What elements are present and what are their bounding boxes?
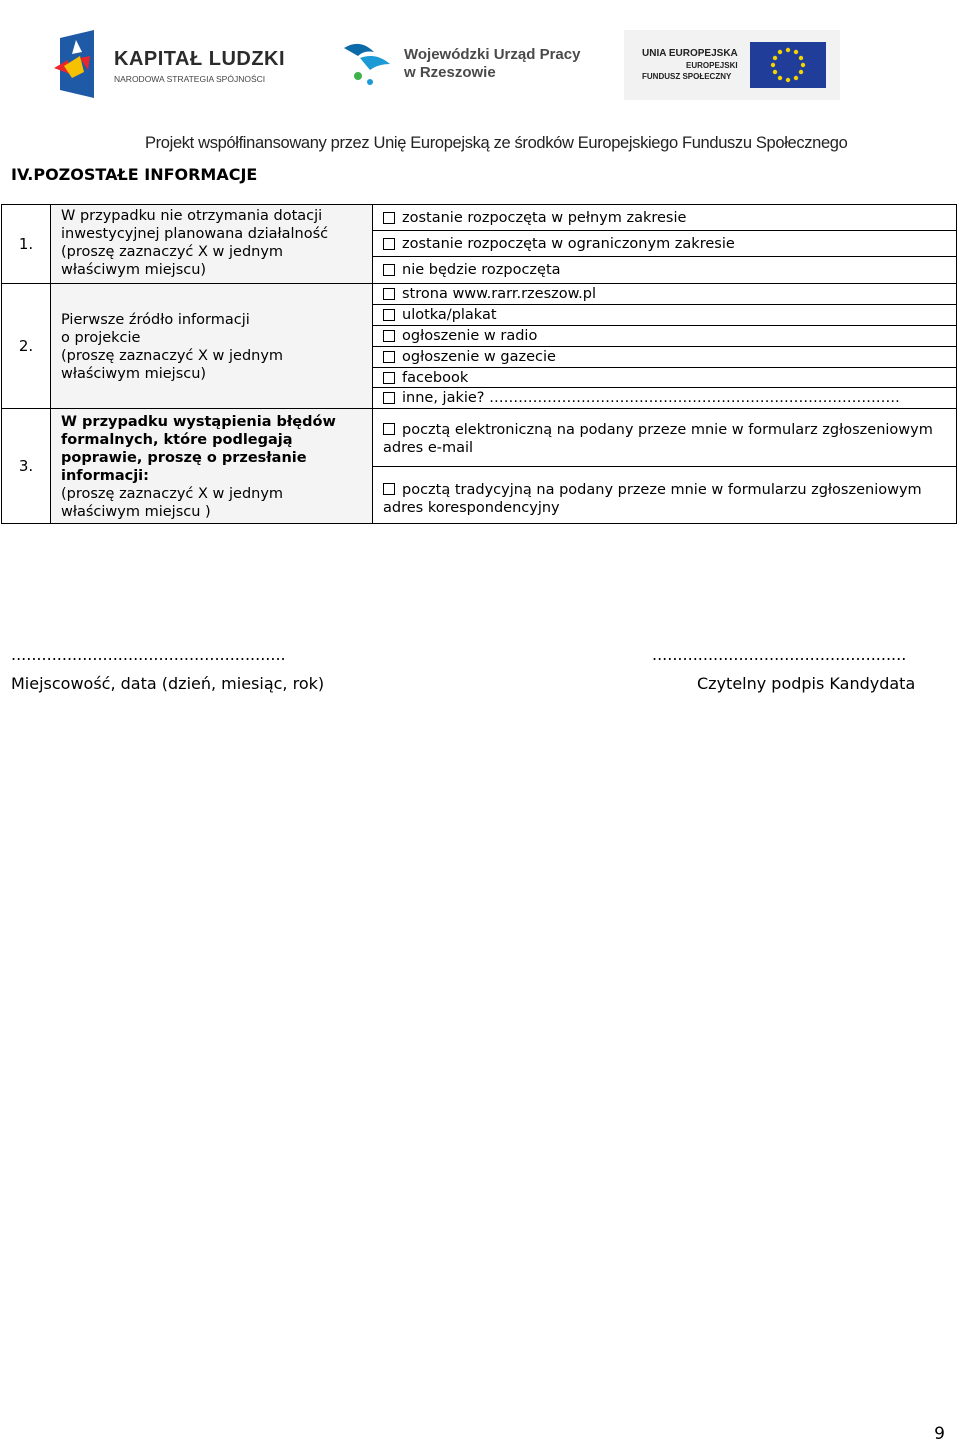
- wup-line2: w Rzeszowie: [404, 64, 496, 81]
- option-radio[interactable]: [373, 326, 956, 347]
- eu-line2: EUROPEJSKI: [686, 61, 738, 70]
- checkbox-icon[interactable]: [383, 392, 395, 404]
- option-label: zostanie rozpoczęta w pełnym zakresie: [402, 209, 687, 226]
- checkbox-icon[interactable]: [383, 330, 395, 342]
- question-line: informacji:: [61, 468, 149, 484]
- option-label: pocztą elektroniczną na podany przeze mnie w formularz zgłoszeniowym adres e-mail: [383, 422, 933, 456]
- table-row: [2, 205, 957, 284]
- question-cell: [51, 409, 373, 524]
- question-line: właściwym miejscu ): [61, 504, 211, 520]
- question-line: (proszę zaznaczyć X w jednym: [61, 348, 284, 364]
- checkbox-icon[interactable]: [383, 212, 395, 224]
- page-number: 9: [934, 1424, 945, 1444]
- kapital-ludzki-subtitle: NARODOWA STRATEGIA SPÓJNOŚCI: [114, 74, 266, 84]
- cofinance-note: Projekt współfinansowany przez Unię Europejską ze środków Europejskiego Funduszu Społecznego: [145, 134, 848, 152]
- option-full-scope[interactable]: [373, 205, 956, 231]
- kapital-ludzki-logo: [50, 28, 300, 104]
- eu-logo: [624, 30, 840, 100]
- checkbox-icon[interactable]: [383, 483, 395, 495]
- signature-label: Czytelny podpis Kandydata: [697, 674, 916, 693]
- option-label: pocztą tradycyjną na podany przeze mnie w formularzu zgłoszeniowym adres korespondencyjny: [383, 482, 922, 516]
- question-line: poprawie, proszę o przesłanie: [61, 450, 307, 466]
- section-title: IV.POZOSTAŁE INFORMACJE: [11, 165, 258, 184]
- kapital-ludzki-title: KAPITAŁ LUDZKI: [114, 48, 286, 70]
- checkbox-icon[interactable]: [383, 238, 395, 250]
- checkbox-icon[interactable]: [383, 309, 395, 321]
- option-post[interactable]: [373, 467, 956, 523]
- signature-line: ..................................................: [652, 645, 907, 664]
- option-facebook[interactable]: [373, 368, 956, 388]
- option-label: strona www.rarr.rzeszow.pl: [402, 286, 596, 302]
- checkbox-icon[interactable]: [383, 288, 395, 300]
- question-line: W przypadku wystąpienia błędów: [61, 414, 336, 430]
- place-date-line: ......................................................: [11, 645, 286, 664]
- question-cell: [51, 205, 373, 284]
- question-line: (proszę zaznaczyć X w jednym: [61, 244, 284, 260]
- question-line: właściwym miejscu): [61, 262, 207, 278]
- eu-line3: FUNDUSZ SPOŁECZNY: [642, 72, 732, 81]
- option-limited-scope[interactable]: [373, 231, 956, 257]
- question-line: W przypadku nie otrzymania dotacji: [61, 208, 323, 224]
- question-line: formalnych, które podlegają: [61, 432, 293, 448]
- option-not-started[interactable]: [373, 257, 956, 283]
- wup-logo: [340, 38, 600, 98]
- answer-cell: [373, 409, 957, 524]
- option-other[interactable]: [373, 388, 956, 408]
- wup-bird-icon: [340, 38, 400, 88]
- table-row: [2, 284, 957, 409]
- option-label: ulotka/plakat: [402, 307, 497, 323]
- option-label: ogłoszenie w gazecie: [402, 349, 556, 365]
- option-label: ogłoszenie w radio: [402, 328, 538, 344]
- row-number: 2.: [2, 284, 51, 409]
- answer-cell: [373, 205, 957, 284]
- option-email[interactable]: [373, 409, 956, 467]
- option-label: facebook: [402, 369, 469, 386]
- checkbox-icon[interactable]: [383, 423, 395, 435]
- option-website[interactable]: [373, 284, 956, 305]
- option-label: nie będzie rozpoczęta: [402, 262, 561, 278]
- question-line: Pierwsze źródło informacji: [61, 312, 250, 328]
- place-date-label: Miejscowość, data (dzień, miesiąc, rok): [11, 674, 325, 693]
- eu-line1: UNIA EUROPEJSKA: [642, 48, 738, 59]
- table-row: [2, 409, 957, 524]
- checkbox-icon[interactable]: [383, 264, 395, 276]
- checkbox-icon[interactable]: [383, 372, 395, 384]
- checkbox-icon[interactable]: [383, 351, 395, 363]
- wup-line1: Wojewódzki Urząd Pracy: [404, 46, 581, 63]
- option-newspaper[interactable]: [373, 347, 956, 368]
- option-leaflet[interactable]: [373, 305, 956, 326]
- question-cell: [51, 284, 373, 409]
- question-line: o projekcie: [61, 330, 141, 346]
- row-number: 3.: [2, 409, 51, 524]
- info-table: [1, 204, 957, 524]
- row-number: 1.: [2, 205, 51, 284]
- question-line: właściwym miejscu): [61, 366, 207, 382]
- option-label: inne, jakie? ………………………………………………………………………….: [402, 390, 900, 406]
- answer-cell: [373, 284, 957, 409]
- eu-flag-icon: [750, 42, 826, 88]
- option-label: zostanie rozpoczęta w ograniczonym zakresie: [402, 235, 735, 252]
- logo-bar: [0, 0, 960, 120]
- question-line: (proszę zaznaczyć X w jednym: [61, 486, 284, 502]
- question-line: inwestycyjnej planowana działalność: [61, 226, 329, 242]
